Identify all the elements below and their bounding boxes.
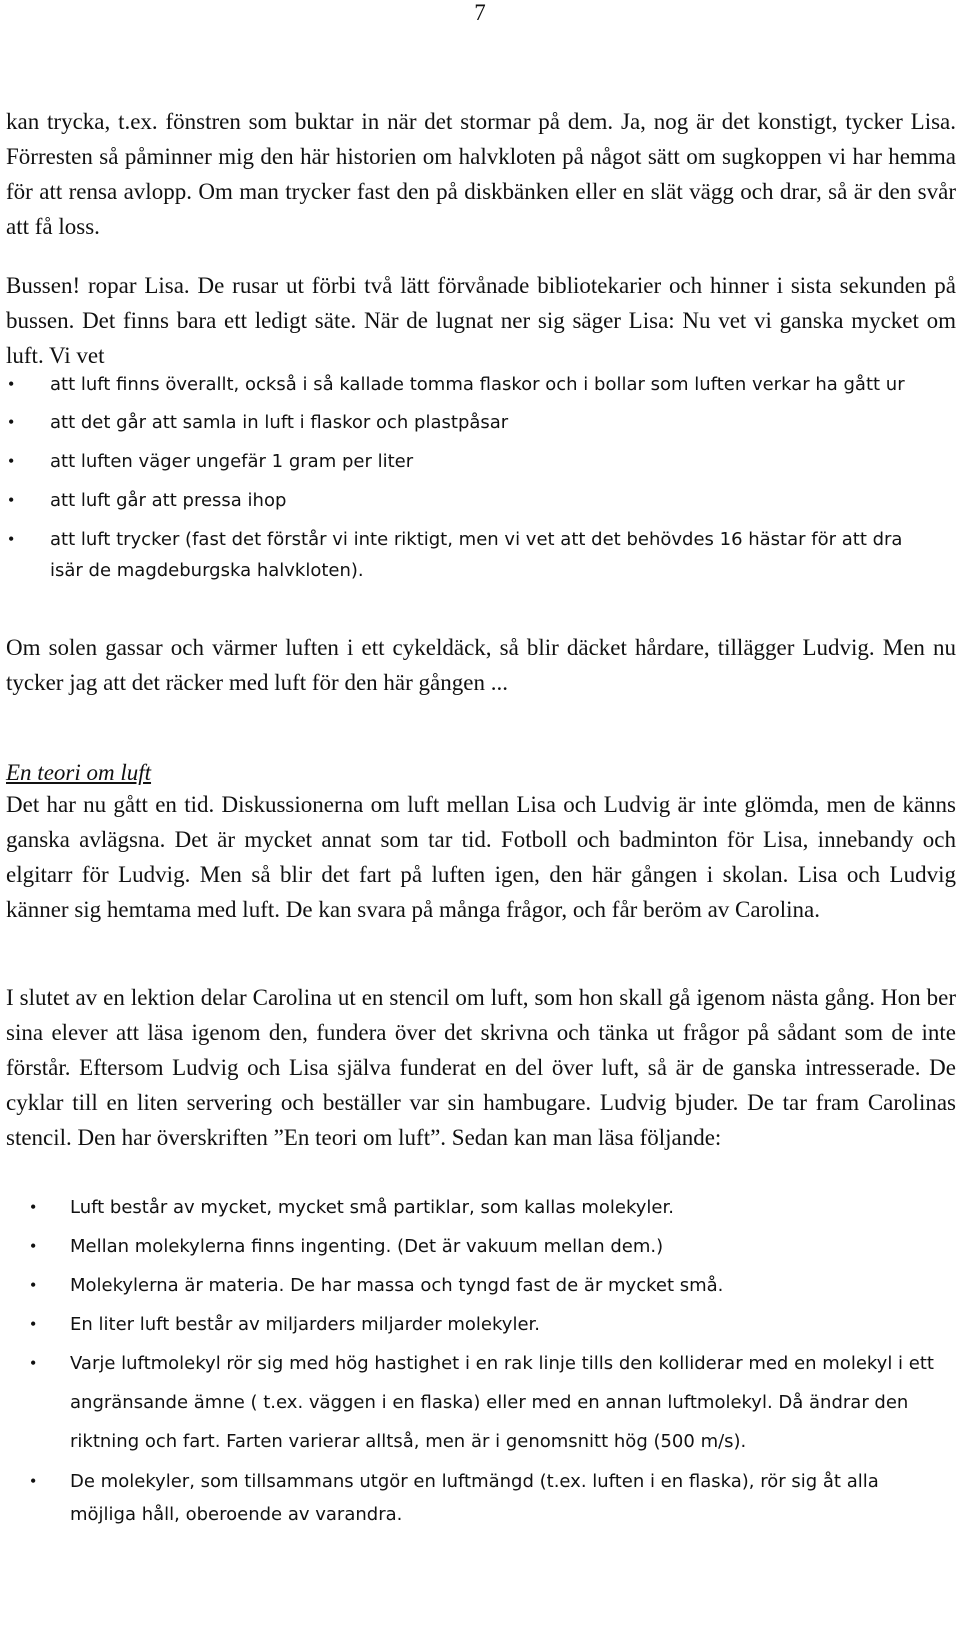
list-item-text: att luften väger ungefär 1 gram per liter	[50, 451, 414, 472]
bullet-icon: •	[30, 1353, 37, 1373]
bullet-icon: •	[8, 529, 15, 549]
bullet-icon: •	[8, 490, 15, 510]
list-item	[30, 1344, 935, 1461]
bullet-icon: •	[8, 412, 15, 432]
bullet-icon: •	[8, 451, 15, 471]
bullet-icon: •	[30, 1197, 37, 1217]
list-item	[8, 485, 938, 516]
facts-list	[8, 369, 938, 586]
paragraph-5: I slutet av en lektion delar Carolina ut en stencil om luft, som hon skall gå igenom nästa gång. Hon ber sina elever att läsa igenom den, fundera över det skrivna och tänka ut frågor på sådant som de inte förstår. Eftersom Ludvig och Lisa själva funderat en del över luft, så är de ganska intresserade. De cyklar till en liten servering och beställer var sin hambugare. Ludvig bjuder. De tar fram Carolinas stencil. Den har överskriften ”En teori om luft”. Sedan kan man läsa följande:	[6, 985, 956, 1150]
paragraph-4: Det har nu gått en tid. Diskussionerna om luft mellan Lisa och Ludvig är inte glömda, men de känns ganska avlägsna. Det är mycket annat som tar tid. Fotboll och badminton för Lisa, innebandy och elgitarr för Ludvig. Men så blir det fart på luften igen, den här gången i skolan. Lisa och Ludvig känner sig hemtama med luft. De kan svara på många frågor, och får beröm av Carolina.	[6, 792, 956, 922]
list-item-text: Molekylerna är materia. De har massa och tyngd fast de är mycket små.	[70, 1275, 724, 1296]
section-heading: En teori om luft	[6, 760, 152, 785]
bullet-icon: •	[30, 1471, 37, 1491]
list-item-text: Varje luftmolekyl rör sig med hög hastighet i en rak linje tills den kolliderar med en molekyl i ett angränsande ämne ( t.ex. väggen i en flaska) eller med en annan luftmolekyl. Då ändrar den riktning och fart. Farten varierar alltså, men är i genomsnitt hög (500 m/s).	[70, 1353, 934, 1452]
list-item	[30, 1465, 935, 1531]
list-item-text: att luft trycker (fast det förstår vi inte riktigt, men vi vet att det behövdes 16 hästar för att dra isär de magdeburgska halvkloten).	[50, 529, 903, 581]
list-item	[30, 1305, 935, 1344]
page-number: 7	[474, 0, 486, 25]
list-item	[30, 1227, 935, 1266]
list-item-text: Luft består av mycket, mycket små partiklar, som kallas molekyler.	[70, 1197, 674, 1218]
list-item-text: att luft finns överallt, också i så kallade tomma flaskor och i bollar som luften verkar ha gått ur	[50, 374, 905, 395]
paragraph-1: kan trycka, t.ex. fönstren som buktar in när det stormar på dem. Ja, nog är det konstigt, tycker Lisa. Förresten så påminner mig den här historien om halvkloten på något sätt om sugkoppen vi har hemma för att rensa avlopp. Om man trycker fast den på diskbänken eller en slät vägg och drar, så är den svår att få loss.	[6, 109, 956, 239]
list-item	[8, 369, 938, 400]
list-item-text: De molekyler, som tillsammans utgör en luftmängd (t.ex. luften i en flaska), rör sig åt alla möjliga håll, oberoende av varandra.	[70, 1471, 879, 1525]
bullet-icon: •	[30, 1314, 37, 1334]
list-item	[8, 407, 938, 438]
paragraph-3: Om solen gassar och värmer luften i ett cykeldäck, så blir däcket hårdare, tillägger Ludvig. Men nu tycker jag att det räcker med luft för den här gången ...	[6, 635, 956, 695]
list-item-text: Mellan molekylerna finns ingenting. (Det är vakuum mellan dem.)	[70, 1236, 664, 1257]
list-item-text: att det går att samla in luft i flaskor och plastpåsar	[50, 412, 509, 433]
theory-list	[30, 1188, 935, 1531]
list-item	[8, 446, 938, 477]
list-item	[30, 1266, 935, 1305]
bullet-icon: •	[8, 374, 15, 394]
paragraph-2: Bussen! ropar Lisa. De rusar ut förbi två lätt förvånade bibliotekarier och hinner i sista sekunden på bussen. Det finns bara ett ledigt säte. När de lugnat ner sig säger Lisa: Nu vet vi ganska mycket om luft. Vi vet	[6, 273, 956, 368]
list-item-text: att luft går att pressa ihop	[50, 490, 287, 511]
list-item	[8, 524, 938, 586]
bullet-icon: •	[30, 1236, 37, 1256]
list-item	[30, 1188, 935, 1227]
bullet-icon: •	[30, 1275, 37, 1295]
list-item-text: En liter luft består av miljarders miljarder molekyler.	[70, 1314, 540, 1335]
